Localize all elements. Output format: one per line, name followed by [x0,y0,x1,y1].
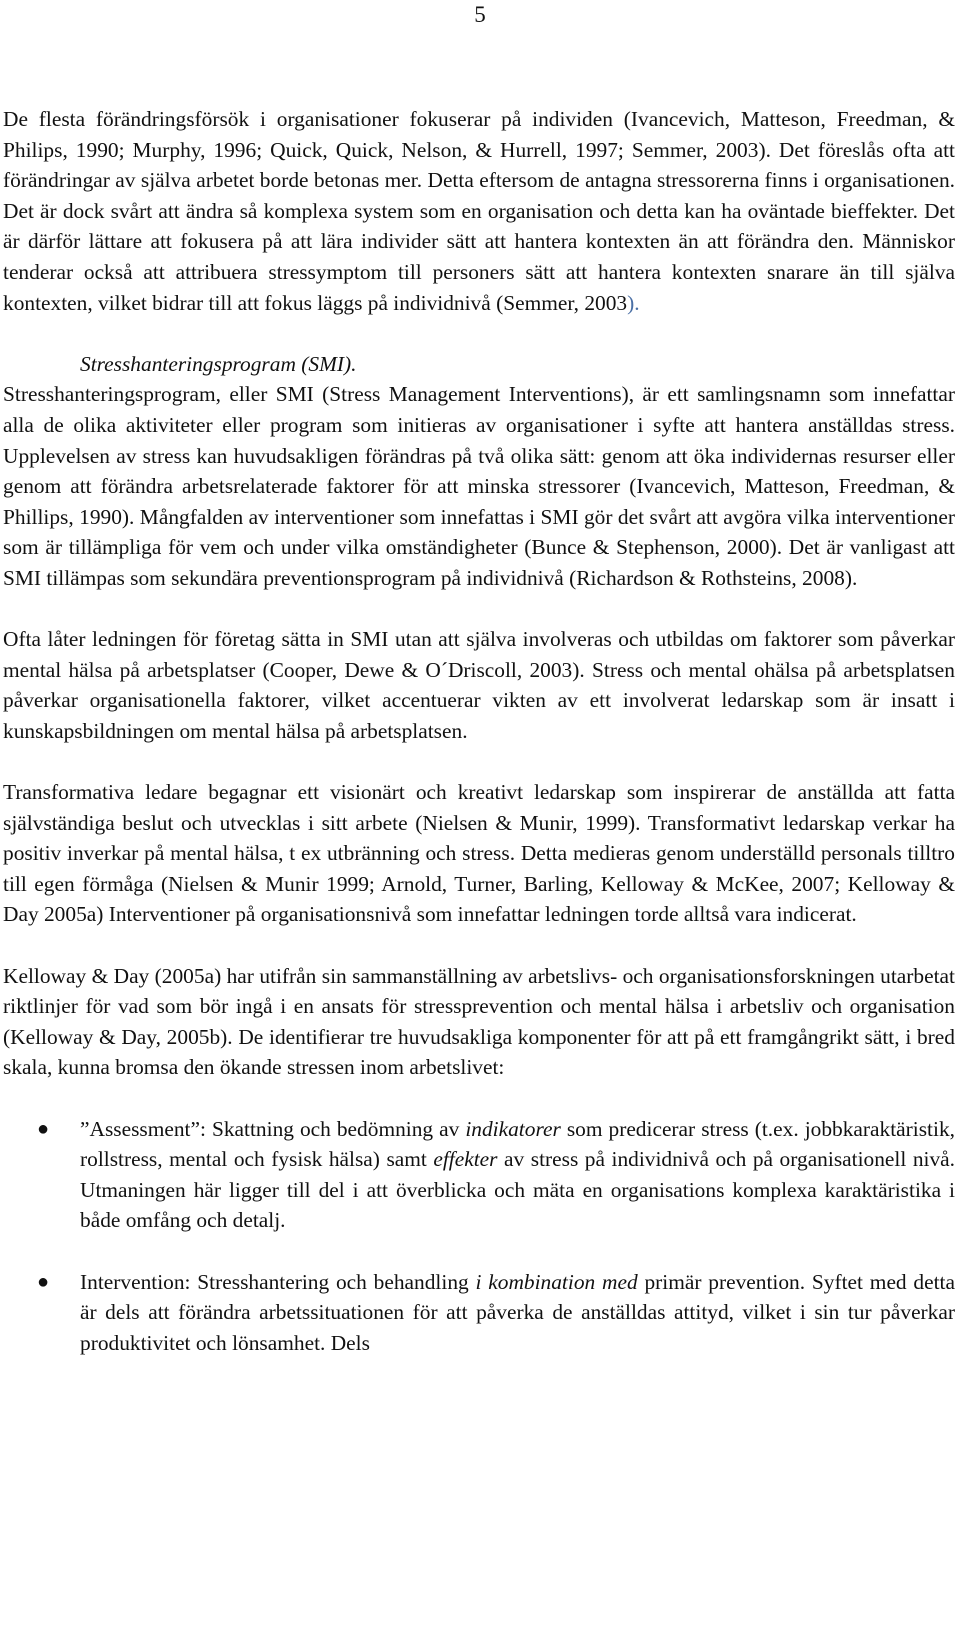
paragraph-smi: Stresshanteringsprogram, eller SMI (Stress Management Interventions), är ett samlingsnamn som innefattar alla de olika aktiviteter eller program som initieras av organisationer i syfte att hantera anställdas stress. Upplevelsen av stress kan huvudsakligen förändras på två olika sätt: genom att öka individernas resurser eller genom att förändra arbetsrelaterade faktorer för att minska stressorer (Ivancevich, Matteson, Freedman, & Phillips, 1990). Mångfalden av interventioner som innefattas i SMI gör det svårt att avgöra vilka interventioner som är tillämpliga för vem och under vilka omständigheter (Bunce & Stephenson, 2000). Det är vanligast att SMI tillämpas som sekundära preventionsprogram på individnivå (Richardson & Rothsteins, 2008). [3,382,955,590]
bullet-icon: ● [37,1270,50,1293]
bullet-icon: ● [37,1117,50,1140]
paragraph-gap [3,1083,955,1114]
paragraph-gap [3,318,955,349]
list-item-intervention [3,1267,955,1359]
paragraph-transformative: Transformativa ledare begagnar ett visionärt och kreativt ledarskap som inspirerar de anställda att fatta självständiga beslut och utvecklas i sitt arbete (Nielsen & Munir, 1999). Transformativt ledarskap verkar ha positiv inverkar på mental hälsa, t ex utbränning och stress. Detta medieras genom underställd personals tilltro till egen förmåga (Nielsen & Munir 1999; Arnold, Turner, Barling, Kelloway & McKee, 2007; Kelloway & Day 2005a) Interventioner på organisationsnivå som innefattar ledningen torde alltså vara indicerat. [3,780,955,927]
list-item-assessment [3,1114,955,1236]
body-text [3,104,955,1358]
list-item-text: Intervention: Stresshantering och behandling [80,1269,476,1294]
list-item-text: som predicerar stress (t.ex. jobbkaraktäristik, rollstress, mental och fysisk hälsa) samt [80,1116,955,1172]
paragraph-gap [3,746,955,777]
paragraph-management: Ofta låter ledningen för företag sätta in SMI utan att själva involveras och utbildas om faktorer som påverkar mental hälsa på arbetsplatser (Cooper, Dewe & O´Driscoll, 2003). Stress och mental ohälsa på arbetsplatsen påverkar organisationella faktorer, vilket accentuerar vikten av ett involverat ledarskap som är insatt i kunskapsbildningen om mental hälsa på arbetsplatsen. [3,627,955,743]
list-item-emphasis: effekter [433,1147,498,1172]
paragraph-kelloway: Kelloway & Day (2005a) har utifrån sin sammanställning av arbetslivs- och organisationsforskningen utarbetat riktlinjer för vad som bör ingå i en ansats för stressprevention och mental hälsa i arbetsliv och organisation (Kelloway & Day, 2005b). De identifierar tre huvudsakliga komponenter för att på ett framgångrikt sätt, i bred skala, kunna bromsa den ökande stressen inom arbetslivet: [3,963,955,1080]
list-item-text: primär prevention. Syftet med detta är dels att förändra arbetssituationen för att påverka de anställdas attityd, vilket i sin tur påverkar produktivitet och lönsamhet. Dels [80,1269,955,1355]
page-number: 5 [474,2,486,27]
paragraph-intro-text: De flesta förändringsförsök i organisationer fokuserar på individen (Ivancevich, Matteson, Freedman, & Philips, 1990; Murphy, 1996; Quick, Quick, Nelson, & Hurrell, 1997; Semmer, 2003). Det föreslås ofta att förändringar av själva arbetet borde betonas mer. Detta eftersom de antagna stressorerna finns i organisationen. Det är dock svårt att ändra så komplexa system som en organisation och detta kan ha oväntade bieffekter. Det är därför lättare att fokusera på att lära individer sätt att hantera kontexten än att förändra den. Människor tenderar också att attribuera stressymptom till personers sätt att hantera kontexten snarare än till själva kontexten, vilket bidrar till att fokus läggs på individnivå (Semmer, 2003 [3,107,955,315]
section-heading: Stresshanteringsprogram (SMI). [80,351,357,376]
list-item-emphasis: indikatorer [465,1116,561,1141]
component-list [3,1114,955,1359]
paragraph-intro [3,104,955,318]
paragraph-gap [3,594,955,625]
paragraph-gap [3,930,955,961]
list-item-text: av stress på individnivå och på organisationell nivå. Utmaningen här ligger till del i att överblicka och mäta en organisations komplexa karaktäristika i både omfång och detalj. [80,1147,955,1233]
list-item-emphasis: i kombination med [475,1269,638,1294]
paragraph-intro-closing: ). [627,290,640,315]
list-item-text: ”Assessment”: Skattning och bedömning av [80,1116,466,1141]
